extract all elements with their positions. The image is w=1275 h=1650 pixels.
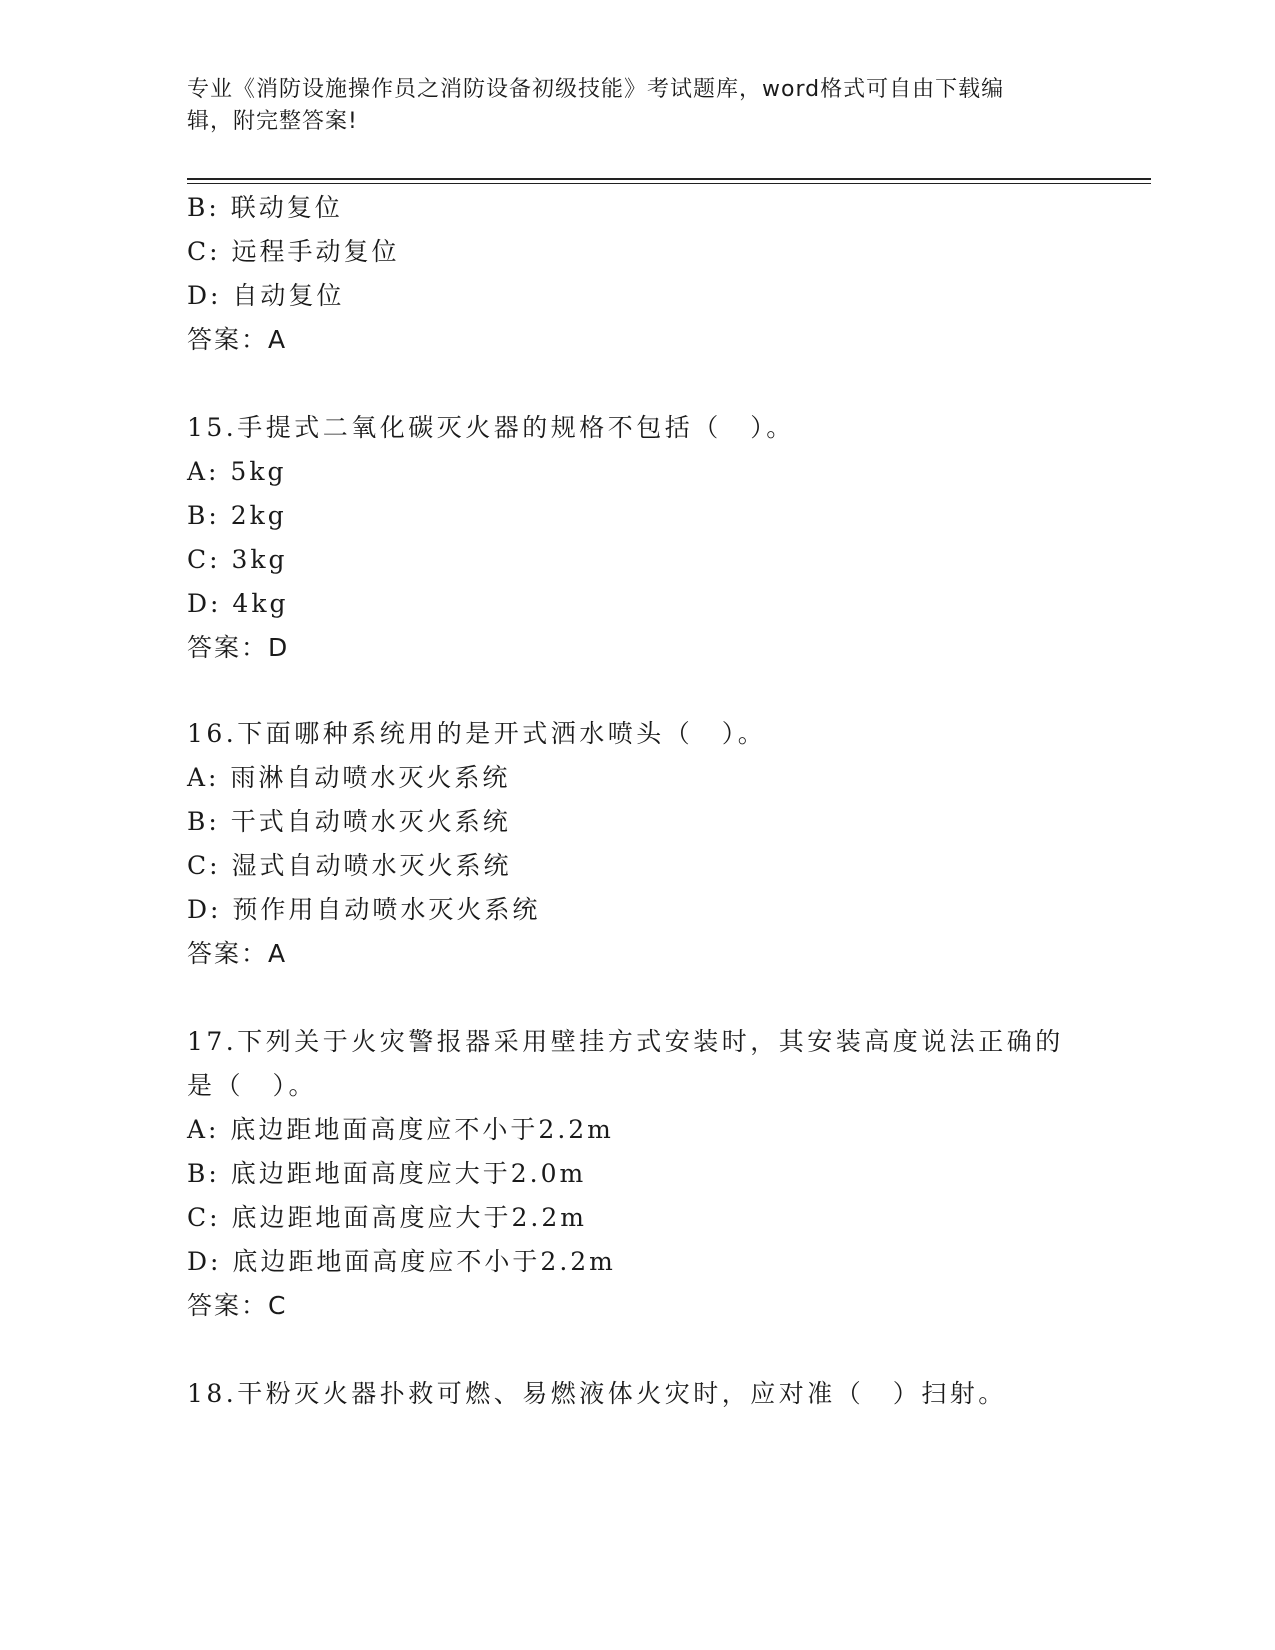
q15-option-a: A: 5kg xyxy=(187,457,287,486)
q16-option-a: A: 雨淋自动喷水灭火系统 xyxy=(187,763,511,792)
q14-option-d: D: 自动复位 xyxy=(187,281,345,310)
q17-option-d: D: 底边距地面高度应不小于2.2m xyxy=(187,1247,616,1276)
q15-option-c: C: 3kg xyxy=(187,545,288,574)
q15-answer: 答案：D xyxy=(187,633,290,662)
q17-option-a: A: 底边距地面高度应不小于2.2m xyxy=(187,1115,614,1144)
q14-option-b: B: 联动复位 xyxy=(187,193,343,222)
header-divider xyxy=(187,178,1151,184)
q14-option-c: C: 远程手动复位 xyxy=(187,237,400,266)
q15-question: 15.手提式二氧化碳灭火器的规格不包括（ ）。 xyxy=(187,413,795,442)
q16-answer: 答案：A xyxy=(187,939,288,968)
q14-answer: 答案：A xyxy=(187,325,288,354)
q15-option-d: D: 4kg xyxy=(187,589,289,618)
q16-question: 16.下面哪种系统用的是开式洒水喷头（ ）。 xyxy=(187,719,767,748)
document-header xyxy=(187,74,1067,138)
q17-option-b: B: 底边距地面高度应大于2.0m xyxy=(187,1159,587,1188)
q17-option-c: C: 底边距地面高度应大于2.2m xyxy=(187,1203,587,1232)
q17-answer: 答案：C xyxy=(187,1291,288,1320)
q17-question-line-2: 是（ ）。 xyxy=(187,1071,318,1100)
q17-question-line-1: 17.下列关于火灾警报器采用壁挂方式安装时，其安装高度说法正确的 xyxy=(187,1027,1064,1056)
q16-option-b: B: 干式自动喷水灭火系统 xyxy=(187,807,511,836)
header-line-1: 专业《消防设施操作员之消防设备初级技能》考试题库，word格式可自由下载编 xyxy=(187,77,1005,102)
header-line-2: 辑，附完整答案! xyxy=(187,109,358,134)
q16-option-d: D: 预作用自动喷水灭火系统 xyxy=(187,895,541,924)
q15-option-b: B: 2kg xyxy=(187,501,287,530)
q18-question: 18.干粉灭火器扑救可燃、易燃液体火灾时，应对准（ ）扫射。 xyxy=(187,1379,1007,1408)
q16-option-c: C: 湿式自动喷水灭火系统 xyxy=(187,851,512,880)
